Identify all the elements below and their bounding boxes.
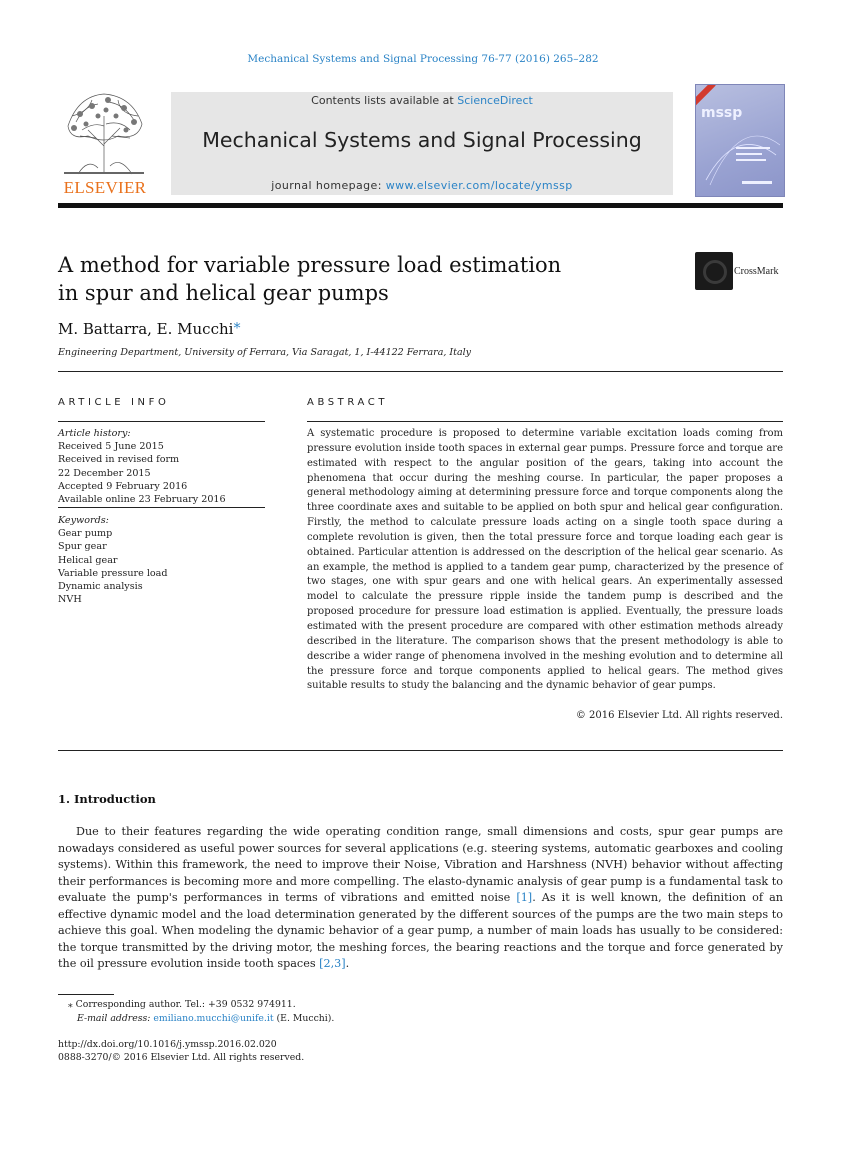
crossmark-icon[interactable] [695, 252, 733, 290]
doi-link[interactable]: http://dx.doi.org/10.1016/j.ymssp.2016.02.020 [58, 1039, 277, 1050]
journal-masthead [171, 92, 673, 195]
intro-text-part-1: Due to their features regarding the wide operating condition range, small dimensions and costs, spur gear pumps are nowadays considered as useful power sources for several applications (e.g. steering systems, automatic gearboxes and cooling systems). Within this framework, the need to improve their Noise, Vibration and Harshness (NVH) behavior without affecting their performances is becoming more and more compelling. The elasto-dynamic analysis of gear pump is a fundamental task to evaluate the pump's performances in terms of vibrations and emitted noise [58, 825, 783, 904]
abstract-rule [307, 421, 783, 422]
contents-line [171, 94, 673, 107]
intro-text-part-3: . [345, 957, 350, 970]
email-link[interactable]: emiliano.mucchi@unife.it [153, 1013, 274, 1024]
email-label: E-mail address: [77, 1013, 154, 1024]
article-info-heading: ARTICLE INFO [58, 397, 170, 408]
keyword: NVH [58, 594, 82, 606]
title-line-2: in spur and helical gear pumps [58, 281, 389, 305]
contents-prefix: Contents lists available at [311, 94, 458, 107]
affiliation: Engineering Department, University of Ferrara, Via Saragat, 1, I-44122 Ferrara, Italy [58, 347, 472, 358]
history-item: Accepted 9 February 2016 [58, 480, 188, 492]
abstract-heading: ABSTRACT [307, 397, 389, 408]
history-item: Received in revised form [58, 454, 180, 466]
article-title [58, 251, 618, 307]
citation-link[interactable]: [2,3] [319, 957, 346, 970]
email-suffix: (E. Mucchi). [273, 1013, 335, 1024]
abstract-text: A systematic procedure is proposed to determine variable excitation loads coming from pressure evolution inside tooth spaces in external gear pumps. Pressure force and torque are estimated with respect to the angular position of the gears, taking into account the phenomena that occur during the meshing course. In particular, the paper proposes a general methodology aiming at determining pressure force and torque components along the three coordinate axes and suitable to be applied on both spur and helical gear configuration. Firstly, the method to calculate pressure loads acting on a single tooth space during a complete revolution is given, then the total pressure force and torque loading each gear is obtained. Particular attention is addressed on the description of the helical gear scenario. As an example, the method is applied to a tandem gear pump, characterized by the presence of two stages, one with spur gears and one with helical gears. An experimentally assessed model to calculate the pressure ripple inside the tandem pump is described and the proposed procedure for pressure load estimation is applied. Eventually, the pressure loads estimated with the present procedure are compared with other estimation methods already described in the literature. The comparison shows that the present methodology is able to describe a wider range of phenomena involved in the meshing evolution and to determine all the pressure force and torque components applied to helical gears. The method gives suitable results to study the balancing and the dynamic behavior of gear pumps. [307, 428, 783, 692]
crossmark-label[interactable]: CrossMark [734, 266, 779, 277]
email-footnote [77, 1013, 334, 1024]
homepage-prefix: journal homepage: [271, 179, 386, 192]
history-item: 22 December 2015 [58, 467, 151, 479]
keyword: Dynamic analysis [58, 581, 143, 593]
journal-reference[interactable]: Mechanical Systems and Signal Processing 76-77 (2016) 265–282 [247, 53, 599, 65]
issn-copyright: 0888-3270/© 2016 Elsevier Ltd. All rights reserved. [58, 1052, 305, 1063]
keyword: Variable pressure load [58, 567, 168, 579]
corresponding-author-footnote: ⁎ Corresponding author. Tel.: +39 0532 974911. [68, 999, 296, 1010]
corresponding-author-mark[interactable]: ⁎ [233, 316, 241, 332]
elsevier-wordmark: ELSEVIER [63, 178, 147, 197]
authors [58, 316, 240, 338]
journal-title: Mechanical Systems and Signal Processing [202, 128, 642, 152]
author-names: M. Battarra, E. Mucchi [58, 320, 234, 338]
keyword: Spur gear [58, 541, 107, 553]
title-line-1: A method for variable pressure load estimation [58, 253, 562, 277]
history-label: Article history: [58, 428, 131, 439]
keyword: Gear pump [58, 528, 113, 540]
sciencedirect-link[interactable]: ScienceDirect [457, 94, 533, 107]
homepage-link[interactable]: www.elsevier.com/locate/ymssp [385, 179, 573, 192]
section-heading-introduction: 1. Introduction [58, 792, 156, 806]
title-rule [58, 371, 783, 372]
history-item: Received 5 June 2015 [58, 441, 164, 453]
keyword: Helical gear [58, 554, 118, 566]
homepage-line [171, 179, 673, 192]
article-history [58, 427, 268, 506]
keywords [58, 514, 268, 606]
abstract-end-rule [58, 750, 783, 751]
masthead-rule [58, 203, 783, 208]
cover-title: mssp [701, 105, 743, 121]
introduction-paragraph [58, 824, 783, 973]
abstract-copyright: © 2016 Elsevier Ltd. All rights reserved. [575, 710, 783, 721]
footnote-rule [58, 994, 114, 995]
journal-cover-image[interactable] [695, 84, 785, 197]
intro-text-part-2: . As it is well known, the definition of an effective dynamic model and the load determination generated by the different sources of the pumps are the two main steps to achieve this goal. When modeling the dynamic behavior of a gear pump, a number of main loads has usually to be considered: the torque transmitted by the driving motor, the meshing forces, the bearing reactions and the torque and force generated by the oil pressure evolution inside tooth spaces [58, 891, 783, 970]
article-info-divider [58, 507, 265, 508]
history-item: Available online 23 February 2016 [58, 494, 226, 506]
cover-curve-graphic [696, 85, 784, 196]
article-info-rule [58, 421, 265, 422]
keywords-label: Keywords: [58, 515, 109, 526]
citation-link[interactable]: [1] [516, 891, 533, 904]
